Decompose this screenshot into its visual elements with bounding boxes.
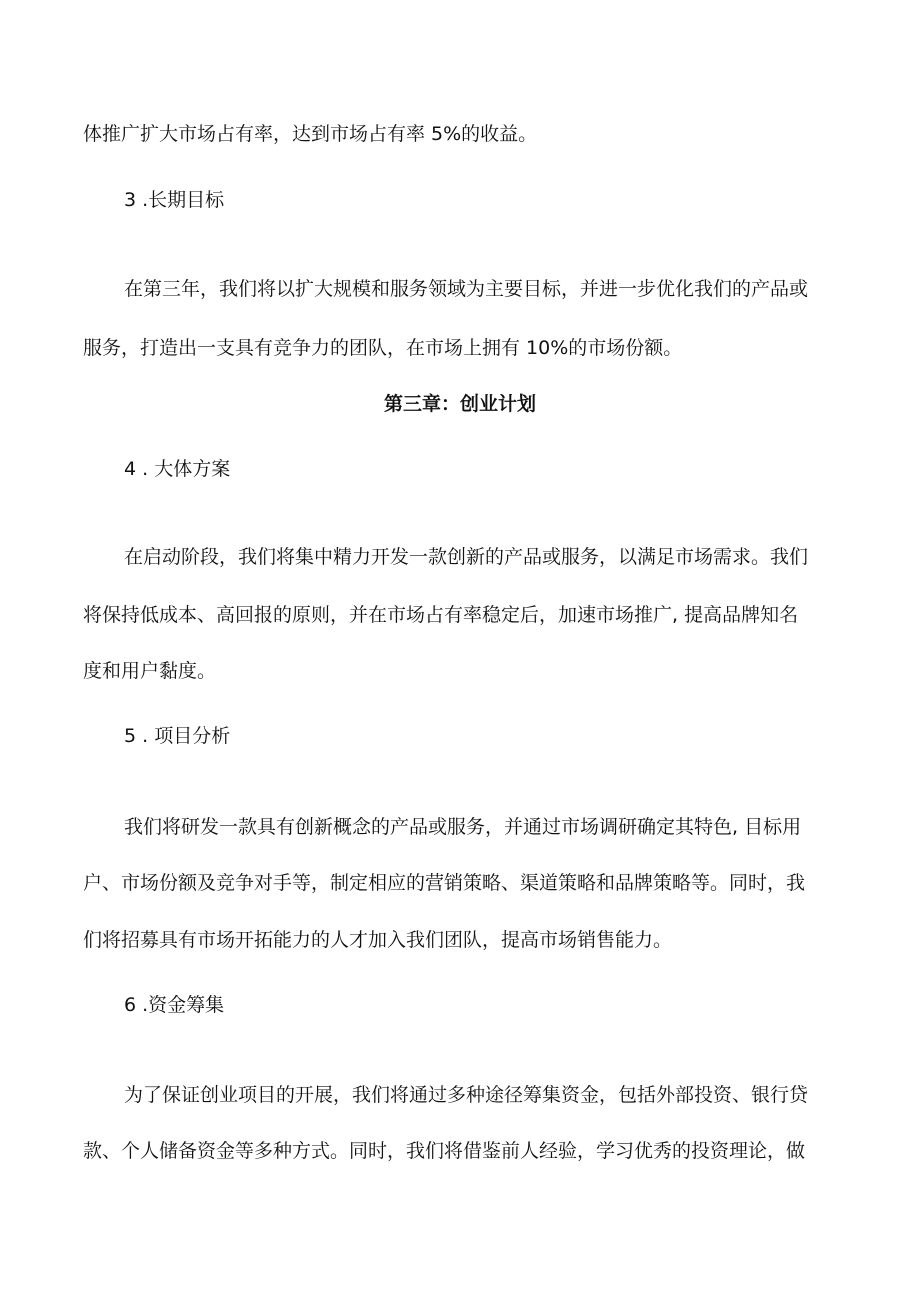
paragraph-line: 们将招募具有市场开拓能力的人才加入我们团队，提高市场销售能力。	[83, 929, 673, 951]
section-number: 6	[124, 994, 137, 1016]
section-number: 4	[124, 458, 137, 480]
paragraph-line: 为了保证创业项目的开展，我们将通过多种途径筹集资金，包括外部投资、银行贷	[124, 1084, 809, 1106]
paragraph-line: 款、个人储备资金等多种方式。同时，我们将借鉴前人经验，学习优秀的投资理论，做	[83, 1140, 806, 1162]
paragraph-line: 户、市场份额及竞争对手等，制定相应的营销策略、渠道策略和品牌策略等。同时，我	[83, 872, 806, 894]
chapter-title: 第三章：创业计划	[383, 393, 536, 415]
section-title: . 项目分析	[136, 725, 231, 747]
section-heading-overall-plan	[124, 457, 230, 481]
section-heading-long-term-goals	[124, 188, 224, 212]
section-number: 3	[124, 189, 137, 211]
paragraph-line: 服务，打造出一支具有竞争力的团队，在市场上拥有 10%的市场份额。	[83, 337, 683, 359]
section-title: .长期目标	[136, 189, 225, 211]
section-heading-project-analysis	[124, 724, 230, 748]
paragraph-line: 度和用户黏度。	[83, 660, 217, 682]
paragraph-line: 体推广扩大市场占有率，达到市场占有率 5%的收益。	[83, 123, 538, 145]
section-title: .资金筹集	[136, 994, 225, 1016]
paragraph-line: 将保持低成本、高回报的原则，并在市场占有率稳定后，加速市场推广, 提高品牌知名	[83, 604, 799, 626]
paragraph-line: 我们将研发一款具有创新概念的产品或服务，并通过市场调研确定其特色, 目标用	[124, 816, 802, 838]
section-number: 5	[124, 725, 137, 747]
section-title: . 大体方案	[136, 458, 231, 480]
section-heading-fundraising	[124, 993, 224, 1017]
paragraph-line: 在启动阶段，我们将集中精力开发一款创新的产品或服务，以满足市场需求。我们	[124, 546, 809, 568]
paragraph-line: 在第三年，我们将以扩大规模和服务领域为主要目标，并进一步优化我们的产品或	[124, 278, 809, 300]
